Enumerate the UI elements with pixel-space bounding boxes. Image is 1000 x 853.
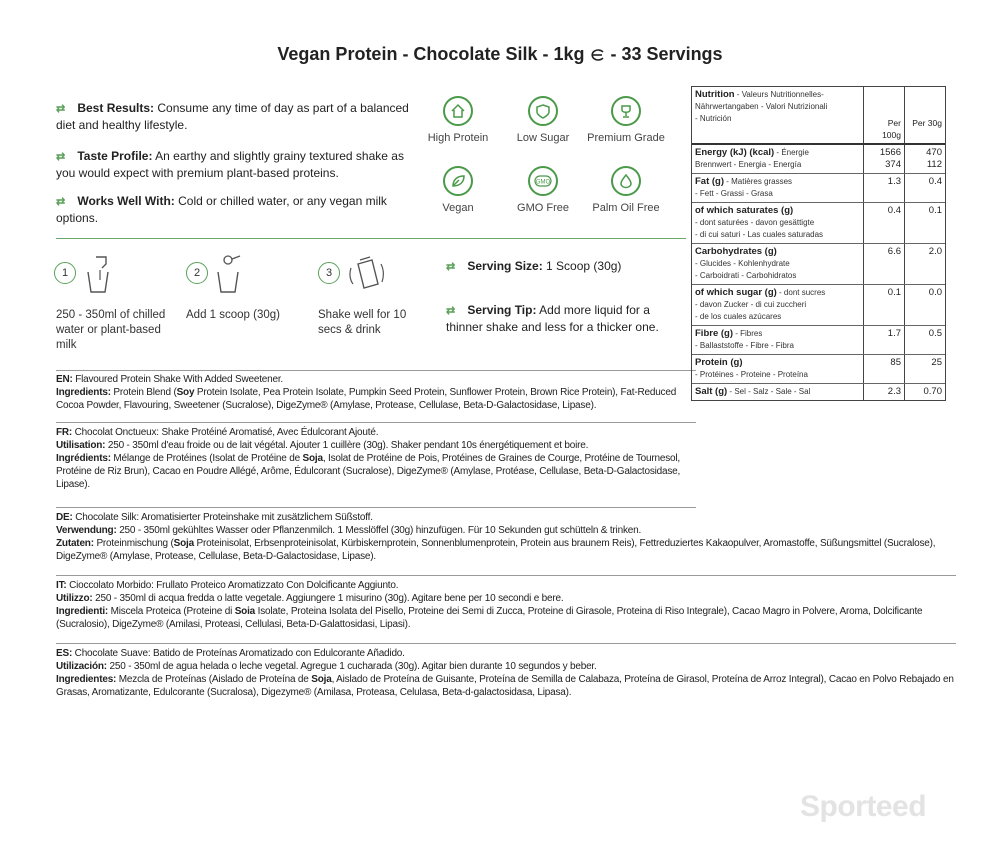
lang-code: DE: xyxy=(56,512,73,523)
nutrition-row-fibre xyxy=(692,325,945,354)
lang-title: Chocolate Suave: Batido de Proteínas Aromatizado con Edulcorante Añadido. xyxy=(74,648,405,659)
value-per-30g: 0.70 xyxy=(904,384,945,400)
arrow-icon: ⇄ xyxy=(56,196,64,208)
value-per-100g: 1.3 xyxy=(863,174,904,202)
ingredients-text: Isolate, Proteina Isolata del Pisello, Proteine dei Semi di Zucca, Proteine di Girasole, Proteina di Riso Integrale), Cacao Magro in Polvere, Aroma, Dolcificante (Sucralosio), DigeZyme® (Amilasi, Proteasi, Cellulasi, Beta-D-Galattosidasi, Lipasi). xyxy=(56,606,923,630)
badge-palm-oil-free xyxy=(586,166,666,214)
divider xyxy=(56,643,956,644)
allergen: Soia xyxy=(234,606,256,617)
lang-title: Flavoured Protein Shake With Added Sweetener. xyxy=(75,374,284,385)
usage-label: Utilización: xyxy=(56,661,107,672)
lang-title: Chocolat Onctueux: Shake Protéiné Aromatisé, Avec Édulcorant Ajouté. xyxy=(74,427,379,438)
taste-profile xyxy=(56,148,416,181)
usage-text: 250 - 350ml d'eau froide ou de lait végétal. Ajouter 1 cuillère (30g). Shaker pendant 10s énergétiquement et boire. xyxy=(107,440,589,451)
ingredients-text: Miscela Proteica (Proteine di xyxy=(110,606,235,617)
badge-label: Premium Grade xyxy=(587,132,665,144)
trophy-icon xyxy=(618,103,634,119)
lang-title: Cioccolato Morbido: Frullato Proteico Aromatizzato Con Dolcificante Aggiunto. xyxy=(69,580,399,591)
nutrient-sub: - Énergie xyxy=(774,148,809,157)
svg-text:GMO: GMO xyxy=(535,179,551,186)
nutrient-name: Protein (g) xyxy=(695,357,743,368)
lang-en xyxy=(56,373,696,412)
lang-fr xyxy=(56,426,696,491)
nutrition-row-salt xyxy=(692,383,945,400)
scoop-glass-icon xyxy=(214,254,244,294)
value-per-30g: 25 xyxy=(904,355,945,383)
nutrient-sub: - Ballaststoffe - Fibre - Fibra xyxy=(695,341,794,350)
nutrient-name: Salt (g) xyxy=(695,386,728,397)
best-results-label: Best Results: xyxy=(77,101,155,115)
lang-es xyxy=(56,647,956,699)
value-per-30g: 112 xyxy=(926,159,942,170)
nutrient-name: Carbohydrates (g) xyxy=(695,246,777,257)
badge-label: High Protein xyxy=(427,132,489,144)
nutrient-sub: - Protéines - Proteine - Proteína xyxy=(695,370,808,379)
usage-label: Utilizzo: xyxy=(56,593,93,604)
watermark: Sporteed xyxy=(800,790,927,823)
nutrition-table xyxy=(691,86,946,401)
step-1-text: 250 - 350ml of chilled water or plant-based milk xyxy=(56,309,166,351)
title-servings: - 33 Servings xyxy=(610,44,723,64)
arrow-icon: ⇄ xyxy=(56,103,64,115)
nutrition-title: Nutrition xyxy=(695,89,735,100)
divider xyxy=(56,507,696,508)
house-icon xyxy=(450,103,466,119)
shield-icon xyxy=(535,103,551,119)
value-per-100g: 0.4 xyxy=(863,203,904,243)
value-per-30g: 470 xyxy=(926,147,942,158)
nutrient-name: Fat (g) xyxy=(695,176,725,187)
nutrition-subtitle: - Nutrición xyxy=(695,114,732,123)
ingredients-text: Protein Isolate, Pea Protein Isolate, Pumpkin Seed Protein, Sunflower Protein, Brown Rice Protein), Fat-Reduced Cocoa Powder, Flavouring, Sweetener (Sucralose), DigeZyme® (Amylase, Protease, Cellulase, Beta-D-Galactosidase, Lipase). xyxy=(56,387,677,411)
nutrient-sub: - davon Zucker - di cui zuccheri xyxy=(695,300,807,309)
nutrition-row-protein xyxy=(692,354,945,383)
allergen: Soy xyxy=(176,387,195,398)
arrow-icon: ⇄ xyxy=(446,261,454,273)
value-per-100g: 0.1 xyxy=(863,285,904,325)
lang-it xyxy=(56,579,956,631)
works-well-text: Cold or chilled water, or any vegan milk options. xyxy=(56,194,387,225)
ingredients-text: Proteinmischung ( xyxy=(96,538,174,549)
nutrient-sub: - Sel - Salz - Sale - Sal xyxy=(727,387,811,396)
estimated-e-icon xyxy=(590,49,606,61)
serving-tip xyxy=(446,302,686,335)
nutrient-sub: - de los cuales azúcares xyxy=(695,312,782,321)
nutrient-sub: - Fibres xyxy=(733,329,763,338)
step-number: 3 xyxy=(318,262,340,284)
allergen: Soja xyxy=(173,538,194,549)
nutrition-header xyxy=(692,87,945,143)
value-per-100g: 1566 xyxy=(879,147,901,158)
usage-text: 250 - 350ml di acqua fredda o latte vegetale. Aggiungere 1 misurino (30g). Agitare bene per 10 secondi e bere. xyxy=(95,593,564,604)
divider xyxy=(56,370,696,371)
nutrient-name: Fibre (g) xyxy=(695,328,733,339)
badge-label: Palm Oil Free xyxy=(592,202,660,214)
ingredients-text: Mélange de Protéines (Isolat de Protéine de xyxy=(113,453,303,464)
value-per-100g: 1.7 xyxy=(863,326,904,354)
badge-label: Vegan xyxy=(442,202,474,214)
badge-high-protein xyxy=(418,96,498,144)
nutrient-sub: - Carboidrati - Carbohidratos xyxy=(695,271,797,280)
shaker-icon xyxy=(346,254,386,294)
usage-text: 250 - 350ml de agua helada o leche vegetal. Agregue 1 cucharada (30g). Agitar bien durante 10 segundos y beber. xyxy=(109,661,597,672)
nutrition-row-sugar xyxy=(692,284,945,325)
works-well-with xyxy=(56,193,416,226)
serving-size xyxy=(446,258,686,275)
ingredients-text: , Isolat de Protéine de Pois, Protéines de Graines de Courge, Protéine de Tournesol, Protéine de Riz Brun), Cacao en Poudre Allégé, Arôme, Édulcorant (Sucralose), DigeZyme® (Amylase, Protéase, Cellulase, Beta-D-Galactosidase, Lipase). xyxy=(56,453,681,490)
nutrient-name: Energy (kJ) (kcal) xyxy=(695,147,775,158)
ingredients-text: Proteinisolat, Erbsenproteinisolat, Kürbiskernprotein, Sonnenblumenprotein, Protein aus braunem Reis), Fettreduziertes Kakaopulver, Aromastoffe, Süßungsmittel (Sucralose), DigeZyme® (Amylase, Protease, Cellulase, Beta-D-Galactosidase, Lipase). xyxy=(56,538,936,562)
title-main: Vegan Protein - Chocolate Silk - 1kg xyxy=(277,44,585,64)
lang-code: IT: xyxy=(56,580,67,591)
ingredients-text: Protein Blend ( xyxy=(113,387,177,398)
ingredients-label: Ingredientes: xyxy=(56,674,117,685)
gmo-icon xyxy=(534,175,552,187)
serving-size-text: 1 Scoop (30g) xyxy=(546,259,622,273)
serving-tip-label: Serving Tip: xyxy=(467,303,537,317)
value-per-30g: 0.4 xyxy=(904,174,945,202)
taste-profile-label: Taste Profile: xyxy=(77,149,153,163)
taste-profile-text: An earthy and slightly grainy textured shake as you would expect with premium plant-based proteins. xyxy=(56,149,404,180)
ingredients-label: Ingredienti: xyxy=(56,606,109,617)
ingredients-label: Ingredients: xyxy=(56,387,111,398)
drop-icon xyxy=(618,173,634,189)
nutrient-sub: - Matières grasses xyxy=(724,177,793,186)
divider xyxy=(56,575,956,576)
nutrient-sub: Brennwert - Energia - Energía xyxy=(695,160,802,169)
nutrition-row-carbohydrates xyxy=(692,243,945,284)
badge-vegan xyxy=(418,166,498,214)
serving-tip-text: Add more liquid for a thinner shake and less for a thicker one. xyxy=(446,303,659,334)
value-per-30g: 0.1 xyxy=(904,203,945,243)
badge-premium-grade xyxy=(586,96,666,144)
nutrition-row-fat xyxy=(692,173,945,202)
step-3-text: Shake well for 10 secs & drink xyxy=(318,309,407,336)
value-per-100g: 374 xyxy=(885,159,901,170)
allergen: Soja xyxy=(311,674,332,685)
arrow-icon: ⇄ xyxy=(446,305,454,317)
nutrient-sub: - dont sucres xyxy=(776,288,826,297)
value-per-100g: 2.3 xyxy=(863,384,904,400)
step-number: 1 xyxy=(54,262,76,284)
nutrition-row-saturates xyxy=(692,202,945,243)
col-per-100g: Per 100g xyxy=(863,87,904,143)
leaf-icon xyxy=(450,173,466,189)
ingredients-label: Ingrédients: xyxy=(56,453,111,464)
step-2-text: Add 1 scoop (30g) xyxy=(186,309,280,321)
nutrient-sub: - di cui saturi - Las cuales saturadas xyxy=(695,230,824,239)
glass-pour-icon xyxy=(82,254,116,294)
serving-size-label: Serving Size: xyxy=(467,259,543,273)
allergen: Soja xyxy=(302,453,323,464)
nutrient-sub: - Fett - Grassi - Grasa xyxy=(695,189,773,198)
lang-de xyxy=(56,511,956,563)
badge-label: GMO Free xyxy=(517,202,569,214)
nutrition-row-energy xyxy=(692,143,945,173)
best-results xyxy=(56,100,416,133)
value-per-100g: 6.6 xyxy=(863,244,904,284)
page-title xyxy=(0,44,1000,65)
ingredients-text: Mezcla de Proteínas (Aislado de Proteína de xyxy=(118,674,312,685)
usage-label: Verwendung: xyxy=(56,525,117,536)
value-per-30g: 2.0 xyxy=(904,244,945,284)
nutrient-name: of which sugar (g) xyxy=(695,287,777,298)
ingredients-text: , Aislado de Proteína de Guisante, Proteína de Semilla de Calabaza, Proteína de Girasol, Proteína de Arroz Integral), Cacao en Polvo Rebajado en Grasas, Aromatizante, Edulcorante (Sucralosa), Digezyme® (Amilasa, Proteasa, Celulasa, Beta-d-galactosidasa, Lipasa). xyxy=(56,674,954,698)
nutrition-subtitle: Nährwertangaben - Valori Nutrizionali xyxy=(695,102,828,111)
usage-text: 250 - 350ml gekühltes Wasser oder Pflanzenmilch. 1 Messlöffel (30g) hinzufügen. Für 10 Sekunden gut schütteln & trinken. xyxy=(119,525,642,536)
arrow-icon: ⇄ xyxy=(56,151,64,163)
nutrition-subtitle: - Valeurs Nutritionnelles- xyxy=(734,90,824,99)
ingredients-label: Zutaten: xyxy=(56,538,94,549)
step-number: 2 xyxy=(186,262,208,284)
lang-code: ES: xyxy=(56,648,73,659)
badge-low-sugar xyxy=(503,96,583,144)
value-per-30g: 0.5 xyxy=(904,326,945,354)
works-well-label: Works Well With: xyxy=(77,194,175,208)
value-per-100g: 85 xyxy=(863,355,904,383)
lang-code: EN: xyxy=(56,374,73,385)
nutrient-name: of which saturates (g) xyxy=(695,205,794,216)
nutrient-sub: - dont saturées - davon gesättigte xyxy=(695,218,815,227)
badge-gmo-free xyxy=(503,166,583,214)
col-per-30g: Per 30g xyxy=(904,87,945,143)
divider xyxy=(56,238,686,239)
best-results-text: Consume any time of day as part of a balanced diet and healthy lifestyle. xyxy=(56,101,409,132)
divider xyxy=(56,422,696,423)
value-per-30g: 0.0 xyxy=(904,285,945,325)
usage-label: Utilisation: xyxy=(56,440,106,451)
nutrient-sub: - Glucides - Kohlenhydrate xyxy=(695,259,790,268)
lang-code: FR: xyxy=(56,427,73,438)
badge-label: Low Sugar xyxy=(516,132,570,144)
lang-title: Chocolate Silk: Aromatisierter Proteinshake mit zusätzlichem Süßstoff. xyxy=(75,512,373,523)
